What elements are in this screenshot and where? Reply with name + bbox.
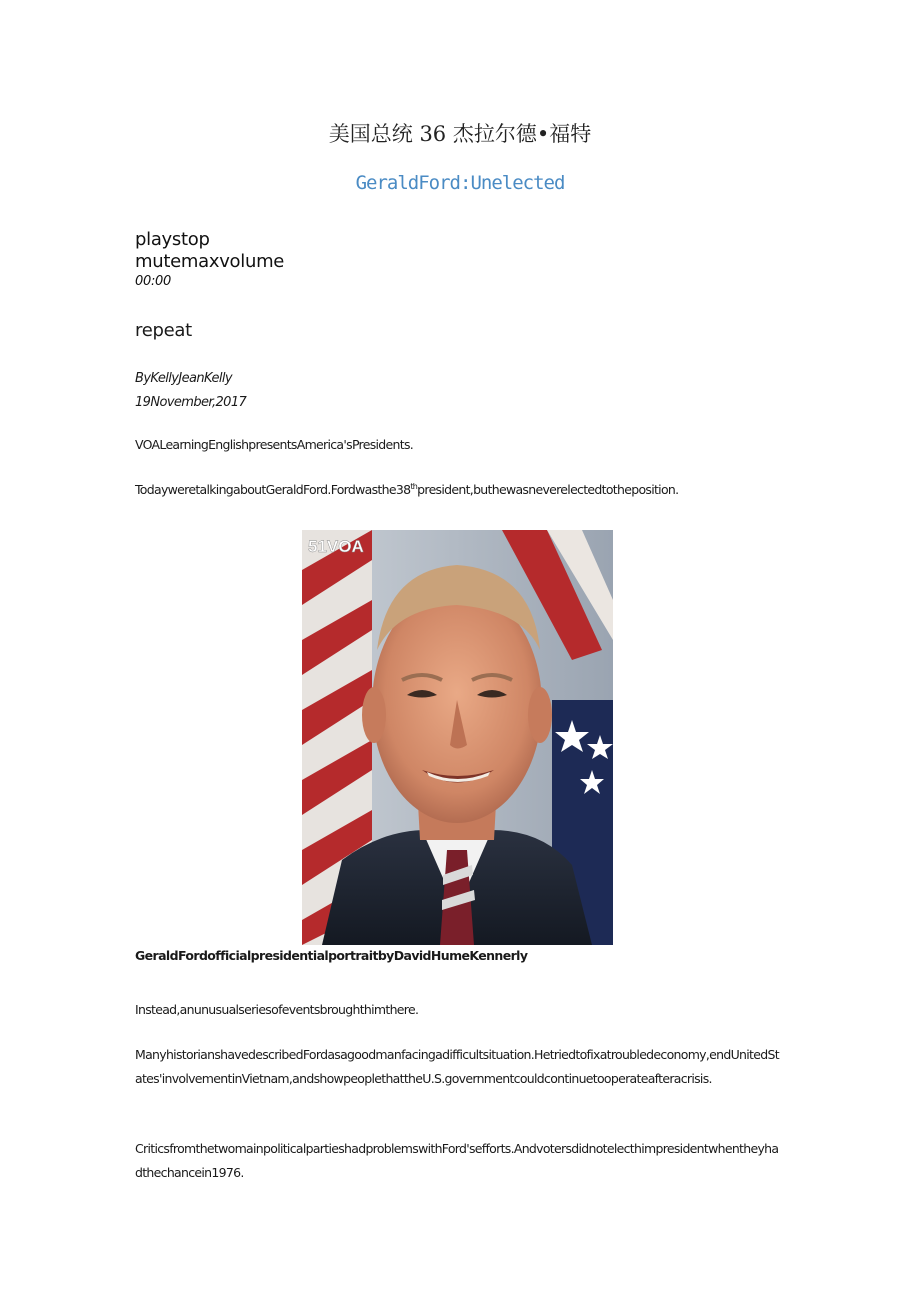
paragraph-ford-38th xyxy=(135,478,785,502)
paragraph-instead: Instead,anunusualseriesofeventsbroughthimthere. xyxy=(135,1002,419,1017)
byline xyxy=(135,367,246,415)
play-stop-controls[interactable]: playstop xyxy=(135,229,210,250)
paragraph-critics: CriticsfromthetwomainpoliticalpartieshadproblemswithFord'sefforts.Andvotersdidnotelecthimpresidentwhentheyhadthechancein1976. xyxy=(135,1141,779,1180)
publish-date: 19November,2017 xyxy=(135,395,247,410)
ordinal-suffix: th xyxy=(410,481,418,491)
ford-portrait-image xyxy=(302,530,613,945)
playback-time: 00:00 xyxy=(135,274,171,289)
page-title-english: GeraldFord:Unelected xyxy=(355,172,565,194)
repeat-control[interactable]: repeat xyxy=(135,320,192,341)
image-caption: GeraldFordofficialpresidentialportraitbyDavidHumeKennerly xyxy=(135,948,528,963)
paragraph-text-start: TodayweretalkingaboutGeraldFord.Fordwasthe38 xyxy=(135,482,411,497)
audio-player xyxy=(135,229,284,291)
intro-paragraph: VOALearningEnglishpresentsAmerica'sPresidents. xyxy=(135,437,414,452)
page-title-chinese: 美国总统 36 杰拉尔德•福特 xyxy=(328,122,592,146)
author: ByKellyJeanKelly xyxy=(135,371,233,386)
watermark-text: 51VOA xyxy=(308,537,364,556)
mute-volume-controls[interactable]: mutemaxvolume xyxy=(135,251,285,272)
paragraph-historians: ManyhistorianshavedescribedFordasagoodmanfacingadifficultsituation.Hetriedtofixatroubledeconomy,endUnitedStates'involvementinVietnam,andshowpeoplethattheU.S.governmentcouldcontinuetooperateafteracrisis. xyxy=(135,1047,779,1086)
paragraph-text-end: president,buthewasneverelectedtotheposition. xyxy=(417,482,679,497)
